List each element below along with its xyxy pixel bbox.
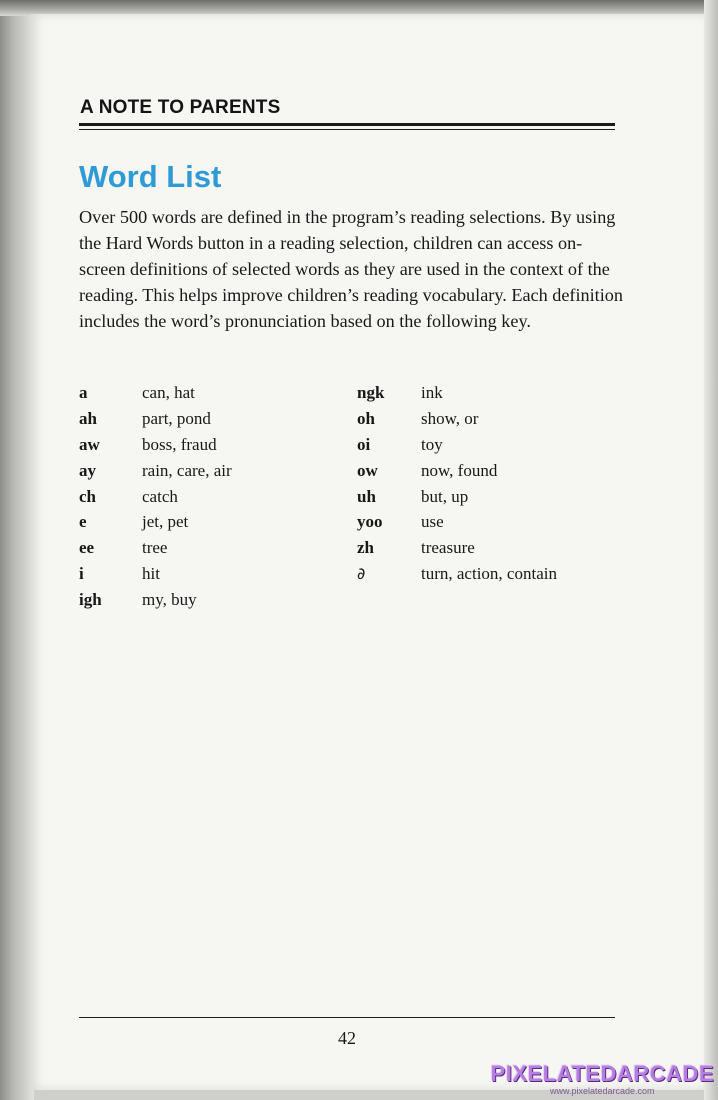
pronunciation-row: [79, 535, 232, 561]
pronunciation-row: [79, 458, 232, 484]
pronunciation-example: now, found: [421, 460, 498, 480]
pronunciation-symbol: ee: [79, 538, 95, 558]
pronunciation-key-left-column: [79, 380, 232, 613]
pronunciation-row: [357, 509, 557, 535]
watermark: [491, 1062, 714, 1096]
pronunciation-row: [357, 458, 557, 484]
pronunciation-symbol: zh: [357, 538, 374, 558]
pronunciation-row: [357, 484, 557, 510]
pronunciation-row: [79, 561, 232, 587]
pronunciation-symbol: aw: [79, 434, 100, 454]
pronunciation-symbol: ay: [79, 460, 96, 480]
pronunciation-row: [357, 406, 557, 432]
pronunciation-example: turn, action, contain: [421, 564, 557, 584]
pronunciation-row: [79, 406, 232, 432]
pronunciation-example: boss, fraud: [142, 434, 217, 454]
pronunciation-row: [357, 561, 557, 587]
scan-right-edge: [704, 0, 718, 1100]
pronunciation-symbol: ch: [79, 486, 96, 506]
pronunciation-example: but, up: [421, 486, 469, 506]
pronunciation-example: my, buy: [142, 590, 197, 610]
watermark-url: www.pixelatedarcade.com: [549, 1086, 655, 1096]
pronunciation-symbol: e: [79, 512, 87, 532]
pronunciation-row: [79, 380, 232, 406]
footer-rule: [79, 1017, 615, 1018]
pronunciation-example: show, or: [421, 408, 479, 428]
page-number: 42: [338, 1028, 356, 1048]
pronunciation-symbol: ∂: [357, 564, 366, 584]
pronunciation-symbol: igh: [79, 590, 102, 610]
pronunciation-symbol: ow: [357, 460, 378, 480]
pronunciation-example: hit: [142, 564, 160, 584]
pronunciation-symbol: oi: [357, 434, 371, 454]
pronunciation-key-right-column: [357, 380, 557, 587]
section-title: A NOTE TO PARENTS: [80, 97, 281, 118]
pronunciation-symbol: yoo: [357, 512, 383, 532]
pronunciation-row: [79, 509, 232, 535]
intro-paragraph: Over 500 words are defined in the program’s reading selections. By using the Hard Words button in a reading selection, children can access on-screen definitions of selected words as they are used in the context of the reading. This helps improve children’s reading vocabulary. Each definition includes the word’s pronunciation based on the following key.: [79, 207, 623, 331]
pronunciation-symbol: ah: [79, 408, 97, 428]
pronunciation-example: part, pond: [142, 408, 211, 428]
header-rule-thin: [79, 129, 615, 130]
pronunciation-row: [357, 380, 557, 406]
pronunciation-row: [357, 535, 557, 561]
pronunciation-example: rain, care, air: [142, 460, 232, 480]
pronunciation-symbol: ngk: [357, 383, 385, 402]
pronunciation-symbol: i: [79, 564, 84, 584]
pronunciation-example: can, hat: [142, 383, 195, 402]
pronunciation-example: treasure: [421, 538, 475, 558]
pronunciation-example: use: [421, 512, 444, 532]
pronunciation-symbol: uh: [357, 486, 376, 506]
watermark-logo: PIXELATEDARCADE: [490, 1061, 714, 1086]
pronunciation-example: jet, pet: [142, 512, 189, 532]
scan-spine-shadow: [0, 0, 34, 1100]
pronunciation-example: tree: [142, 538, 168, 558]
pronunciation-example: ink: [421, 383, 443, 402]
header-rule-thick: [79, 123, 615, 126]
pronunciation-example: toy: [421, 434, 443, 454]
pronunciation-row: [79, 484, 232, 510]
pronunciation-symbol: a: [79, 383, 88, 402]
pronunciation-row: [357, 432, 557, 458]
pronunciation-row: [79, 432, 232, 458]
pronunciation-example: catch: [142, 486, 178, 506]
pronunciation-row: [79, 587, 232, 613]
pronunciation-symbol: oh: [357, 408, 375, 428]
word-list-heading: Word List: [79, 159, 222, 194]
